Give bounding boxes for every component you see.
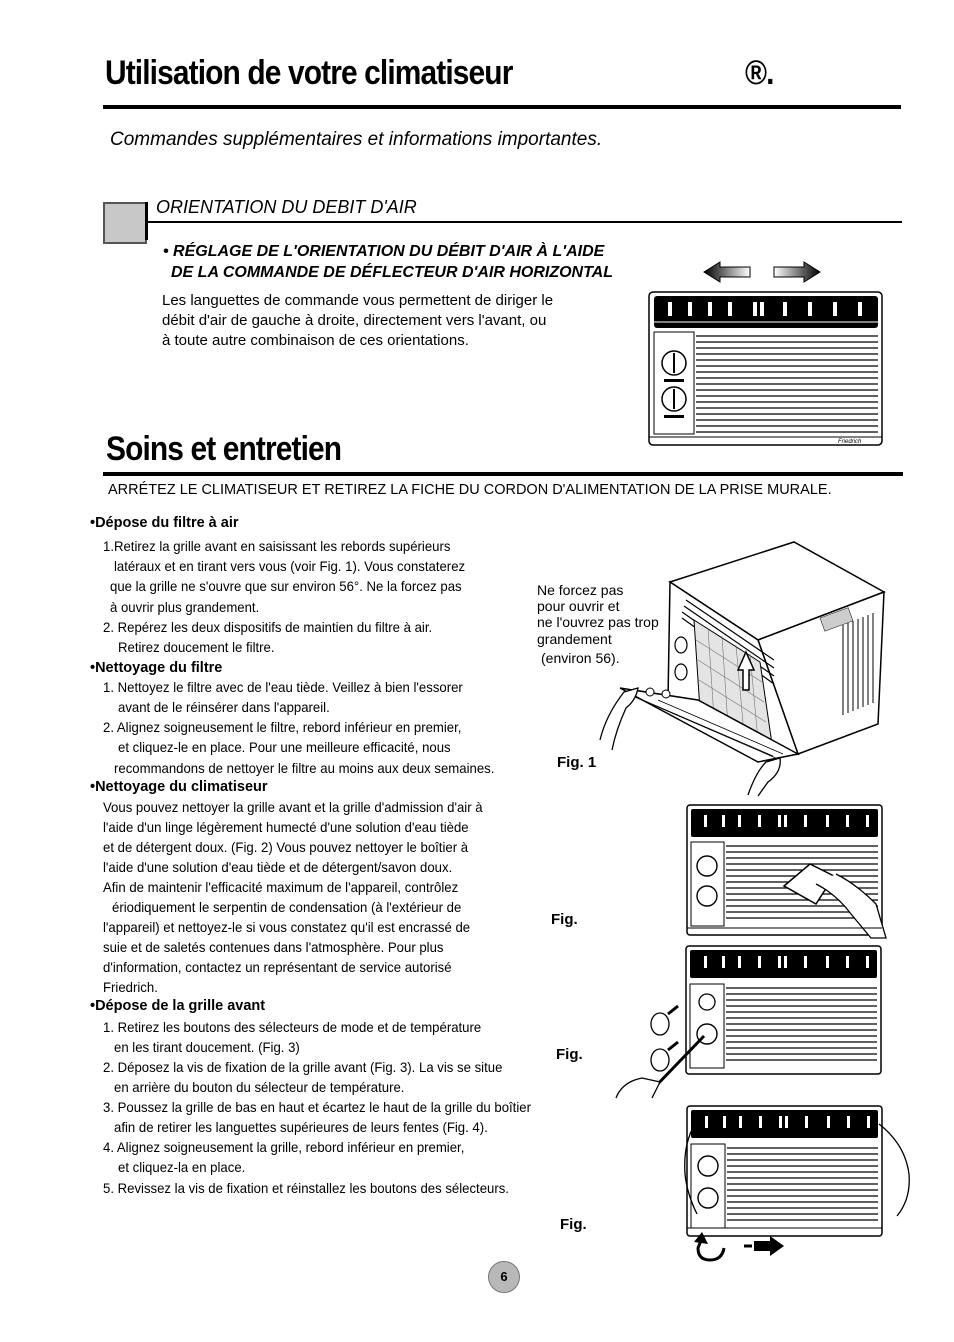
unit-cleaning-line: et de détergent doux. (Fig. 2) Vous pouvez nettoyer le boîtier à <box>103 839 469 855</box>
section-marker <box>103 202 147 244</box>
unit-cleaning-line: l'aide d'une solution d'eau tiède et de détergent/savon doux. <box>103 859 453 875</box>
airflow-bullet-line2: DE LA COMMANDE DE DÉFLECTEUR D'AIR HORIZONTAL <box>171 264 614 281</box>
filter-cleaning-line: 1. Nettoyez le filtre avec de l'eau tiède. Veillez à bien l'essorer <box>103 679 463 695</box>
grille-removal-line: 1. Retirez les boutons des sélecteurs de mode et de température <box>103 1019 482 1035</box>
fig2-label: Fig. <box>551 911 578 928</box>
fig3-label: Fig. <box>556 1046 583 1063</box>
care-section-title: Soins et entretien <box>106 430 342 468</box>
page-number: 6 <box>488 1261 520 1293</box>
unit-cleaning-line: suie et de saletés contenues dans l'atmosphère. Pour plus <box>103 939 444 955</box>
brand-mark: Friedrich <box>838 439 862 445</box>
care-title-rule <box>103 472 903 476</box>
filter-removal-line: latéraux et en tirant vers vous (voir Fig. 1). Vous constaterez <box>114 558 466 574</box>
trademark-symbol: ®. <box>745 54 774 92</box>
filter-removal-line: que la grille ne s'ouvre que sur environ 56°. Ne la forcez pas <box>110 578 462 594</box>
filter-cleaning-line: avant de le réinsérer dans l'appareil. <box>118 699 330 715</box>
fig1-caption-line: (environ 56). <box>541 650 620 666</box>
grille-removal-line: 4. Alignez soigneusement la grille, rebord inférieur en premier, <box>103 1139 465 1155</box>
airflow-direction-arrows <box>700 260 825 284</box>
grille-removal-line: 3. Poussez la grille de bas en haut et écartez le haut de la grille du boîtier <box>103 1099 531 1115</box>
unit-cleaning-line: Vous pouvez nettoyer la grille avant et la grille d'admission d'air à <box>103 799 483 815</box>
airflow-paragraph-line: à toute autre combinaison de ces orientations. <box>162 332 469 349</box>
filter-removal-line: Retirez doucement le filtre. <box>118 639 275 655</box>
fig2-cleaning-illustration <box>686 804 886 938</box>
unit-cleaning-line: ériodiquement le serpentin de condensation (à l'extérieur de <box>112 899 462 915</box>
grille-removal-heading: •Dépose de la grille avant <box>90 998 266 1014</box>
unit-cleaning-line: Afin de maintenir l'efficacité maximum de l'appareil, contrôlez <box>103 879 459 895</box>
fig1-caption-line: pour ouvrir et <box>537 598 620 614</box>
filter-cleaning-line: 2. Alignez soigneusement le filtre, rebord inférieur en premier, <box>103 719 462 735</box>
unplug-warning: ARRÉTEZ LE CLIMATISEUR ET RETIREZ LA FICHE DU CORDON D'ALIMENTATION DE LA PRISE MURALE. <box>108 482 832 498</box>
section-rule <box>148 221 902 223</box>
unit-cleaning-line: d'information, contactez un représentant de service autorisé <box>103 959 452 975</box>
grille-removal-line: en arrière du bouton du sélecteur de température. <box>114 1079 405 1095</box>
grille-removal-line: en les tirant doucement. (Fig. 3) <box>114 1039 300 1055</box>
page-title: Utilisation de votre climatiseur <box>105 54 513 92</box>
fig1-caption-line: Ne forcez pas <box>537 582 624 598</box>
fig4-motion-arrows <box>694 1232 786 1264</box>
grille-removal-line: 2. Déposez la vis de fixation de la grille avant (Fig. 3). La vis se situe <box>103 1059 503 1075</box>
filter-cleaning-line: et cliquez-le en place. Pour une meilleure efficacité, nous <box>118 739 451 755</box>
filter-removal-line: 2. Repérez les deux dispositifs de maintien du filtre à air. <box>103 619 433 635</box>
filter-removal-heading: •Dépose du filtre à air <box>90 515 239 531</box>
fig1-caption-line: grandement <box>537 631 612 647</box>
filter-cleaning-line: recommandons de nettoyer le filtre au moins aux deux semaines. <box>114 760 495 776</box>
page-subtitle: Commandes supplémentaires et informations importantes. <box>110 129 603 150</box>
grille-removal-line: 5. Revissez la vis de fixation et réinstallez les boutons des sélecteurs. <box>103 1180 509 1196</box>
fig1-caption-line: ne l'ouvrez pas trop <box>537 614 659 630</box>
title-rule <box>103 105 901 109</box>
fig1-label: Fig. 1 <box>557 754 597 771</box>
airflow-section-title: ORIENTATION DU DEBIT D'AIR <box>156 197 417 217</box>
filter-removal-line: à ouvrir plus grandement. <box>110 599 260 615</box>
air-conditioner-front-illustration <box>648 291 884 447</box>
unit-cleaning-line: l'aide d'un linge légèrement humecté d'une solution d'eau tiède <box>103 819 469 835</box>
grille-removal-line: afin de retirer les languettes supérieures de leurs fentes (Fig. 4). <box>114 1119 488 1135</box>
airflow-paragraph-line: débit d'air de gauche à droite, directement vers l'avant, ou <box>162 312 547 329</box>
fig3-knob-removal-illustration <box>612 942 886 1098</box>
unit-cleaning-line: Friedrich. <box>103 979 158 995</box>
filter-removal-line: 1.Retirez la grille avant en saisissant les rebords supérieurs <box>103 538 451 554</box>
grille-removal-line: et cliquez-la en place. <box>118 1159 246 1175</box>
fig4-label: Fig. <box>560 1216 587 1233</box>
unit-cleaning-line: l'appareil) et nettoyez-le si vous constatez qu'il est encrassé de <box>103 919 471 935</box>
fig1-open-grille-illustration <box>598 540 884 796</box>
unit-cleaning-heading: •Nettoyage du climatiseur <box>90 779 268 795</box>
airflow-bullet-line1: • RÉGLAGE DE L'ORIENTATION DU DÉBIT D'AIR À L'AIDE <box>163 243 605 260</box>
airflow-paragraph-line: Les languettes de commande vous permettent de diriger le <box>162 292 554 309</box>
filter-cleaning-heading: •Nettoyage du filtre <box>90 660 223 676</box>
